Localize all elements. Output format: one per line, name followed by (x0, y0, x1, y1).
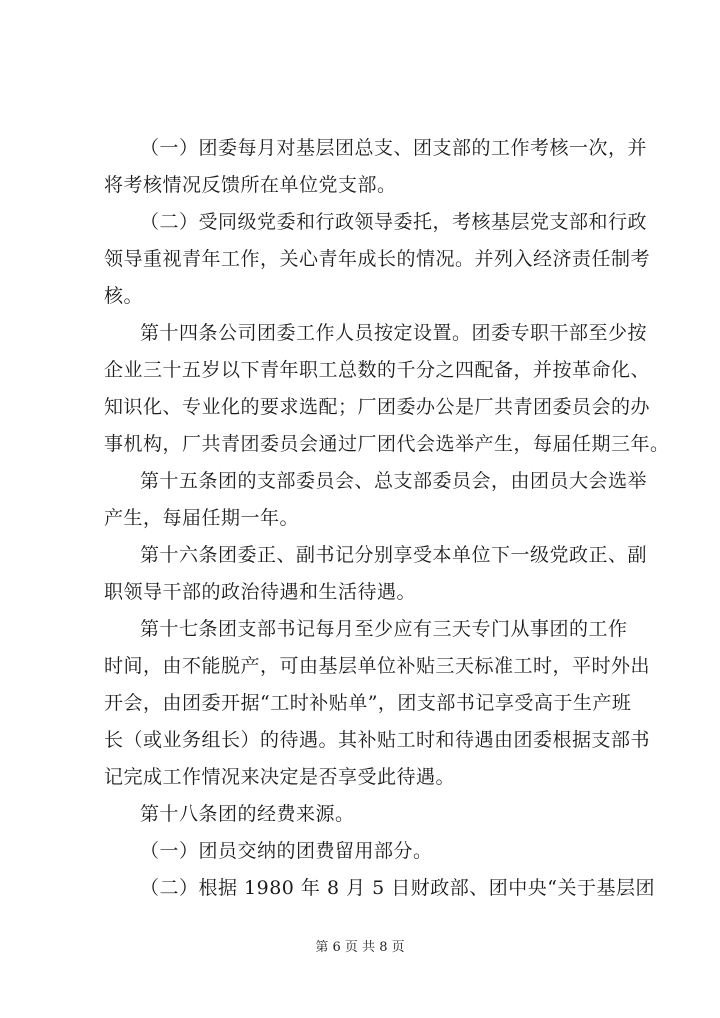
text-line-17: 长（或业务组长）的待遇。其补贴工时和待遇由团委根据支部书 (104, 729, 651, 751)
text-line-10: 第十五条团的支部委员会、总支部委员会，由团员大会选举 (140, 470, 648, 492)
text-line-11: 产生，每届任期一年。 (104, 507, 300, 529)
text-line-21: （二）根据 1980 年 8 月 5 日财政部、团中央“关于基层团 (140, 877, 655, 899)
text-line-20: （一）团员交纳的团费留用部分。 (140, 840, 433, 862)
page-number-footer: 第 6 页 共 8 页 (315, 940, 405, 955)
text-line-9: 事机构，厂共青团委员会通过厂团代会选举产生，每届任期三年。 (104, 433, 670, 455)
text-line-7: 企业三十五岁以下青年职工总数的千分之四配备，并按革命化、 (104, 359, 651, 381)
text-line-2: 将考核情况反馈所在单位党支部。 (104, 174, 397, 196)
text-line-18: 记完成工作情况来决定是否享受此待遇。 (104, 766, 456, 788)
text-line-16: 开会，由团委开据“工时补贴单”，团支部书记享受高于生产班 (104, 692, 632, 714)
text-line-12: 第十六条团委正、副书记分别享受本单位下一级党政正、副 (140, 544, 648, 566)
text-line-4: 领导重视青年工作，关心青年成长的情况。并列入经济责任制考 (104, 248, 651, 270)
text-line-13: 职领导干部的政治待遇和生活待遇。 (104, 581, 417, 603)
text-line-3: （二）受同级党委和行政领导委托，考核基层党支部和行政 (140, 211, 648, 233)
text-line-5: 核。 (104, 285, 144, 307)
text-line-6: 第十四条公司团委工作人员按定设置。团委专职干部至少按 (140, 322, 648, 344)
text-line-14: 第十七条团支部书记每月至少应有三天专门从事团的工作 (140, 618, 628, 640)
text-line-8: 知识化、专业化的要求选配；厂团委办公是厂共青团委员会的办 (104, 396, 651, 418)
text-line-15: 时间，由不能脱产，可由基层单位补贴三天标准工时，平时外出 (104, 655, 651, 677)
text-line-1: （一）团委每月对基层团总支、团支部的工作考核一次，并 (140, 137, 648, 159)
text-line-19: 第十八条团的经费来源。 (140, 803, 355, 825)
